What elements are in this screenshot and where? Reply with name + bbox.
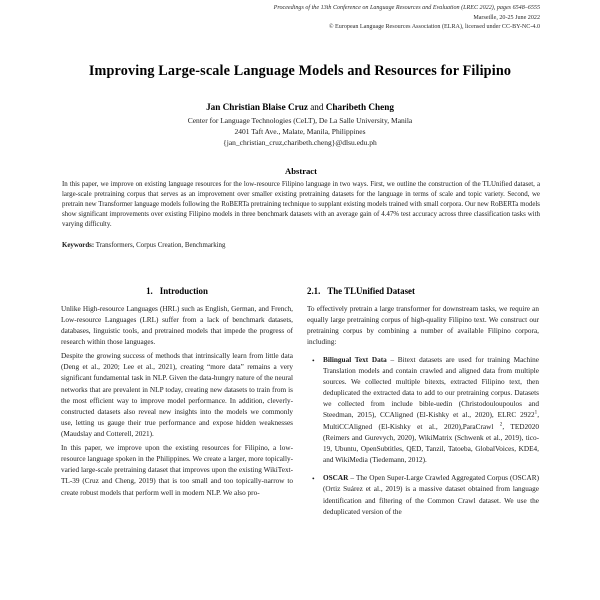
affiliation-line-1: Center for Language Technologies (CeLT), De La Salle University, Manila (187, 116, 413, 125)
page-title: Improving Large-scale Language Models and Resources for Filipino (88, 63, 512, 79)
section-heading-tlunified-dataset (307, 286, 539, 296)
bullet-dash: – (348, 474, 356, 483)
left-column (61, 286, 293, 600)
author-name-second: Charibeth Cheng (325, 102, 394, 112)
bullet-text: The Open Super-Large Crawled Aggregated Corpus (OSCAR) (Ortiz Suárez et al., 2019) is a massive dataset obtained from language identification and filtering of the Common Crawl dataset. We use the deduplicated version of the (323, 474, 539, 516)
paragraph: In this paper, we improve upon the existing resources for Filipino, a low-resource language spoken in the Philippines. We create a larger, more topically-varied large-scale pretraining dataset that improves upon the existing WikiText-TL-39 (Cruz and Cheng, 2019) that is too small and too topically-narrow to create robust models that perform well in modern NLP. We also pro- (61, 443, 293, 497)
bullet-text-after: , TED2020 (Reimers and Gurevych, 2020), WikiMatrix (Schwenk et al., 2019), tico-19, Ubuntu, OpenSubtitles, QED, Tanzil, Tatoeba, GlobalVoices, KDE4, and WikiMedia (Tiedemann, 2012). (323, 422, 539, 465)
paragraph: Unlike High-resource Languages (HRL) such as English, German, and French, Low-resource Languages (LRL) suffer from a lack of benchmark datasets, databases, linguistic tools, and pretrained models that impede the progress of research within those languages. (61, 305, 293, 347)
bullet-term: Bilingual Text Data (323, 355, 387, 364)
section-title: Introduction (159, 286, 208, 296)
keywords-line (62, 241, 540, 251)
subsection-title: The TLUnified Dataset (327, 286, 415, 296)
header-proceedings-italic: Proceedings of the 13th Conference on Language Resources and Evaluation (LREC 2022) (273, 5, 494, 11)
body-columns (61, 286, 540, 600)
footnote-marker[interactable]: 2 (499, 421, 503, 428)
bullet-term: OSCAR (323, 474, 349, 483)
author-affiliation (40, 115, 560, 149)
publication-header (120, 4, 540, 33)
author-email: {jan_christian_cruz,charibeth.cheng}@dlsu.edu.ph (223, 138, 377, 148)
bullet-text-mid: , MultiCCAligned (El-Kishky et al., 2020),ParaCrawl (323, 411, 539, 431)
abstract-heading: Abstract (285, 166, 317, 176)
paragraph: To effectively pretrain a large transformer for downstream tasks, we require an equally large pretraining corpus of high-quality Filipino text. We construct our pretraining corpus by combining a number of available Filipino corpora, including: (307, 305, 539, 347)
paragraph: Despite the growing success of methods that intrinsically learn from little data (Deng et al., 2020; Lee et al., 2021), creating “more data” remains a very significant fundamental task in NLP. Given the data-hungry nature of the neural networks that are prevalent in NLP today, creating new datasets to train from is the most efficient way to improve model performance. In addition, cleverly-constructed datasets also reveal new insights into the models we commonly use, letting us gauge their true performance and expose hidden weaknesses (Maudslay and Cotterell, 2021). (61, 352, 293, 439)
list-item (318, 473, 539, 518)
affiliation-line-2: 2401 Taft Ave., Malate, Manila, Philippines (234, 127, 366, 137)
list-item (318, 355, 539, 467)
right-column (307, 286, 539, 600)
section-heading-introduction (61, 286, 293, 296)
subsection-number: 2.1. (307, 286, 321, 296)
title-block (40, 62, 560, 149)
author-conjunction: and (307, 102, 326, 112)
author-name-first: Jan Christian Blaise Cruz (206, 102, 308, 112)
footnote-marker[interactable]: 1 (534, 410, 538, 416)
abstract-body: In this paper, we improve on existing language resources for the low-resource Filipino language in two ways. First, we outline the construction of the TLUnified dataset, a large-scale pretraining corpus that serves as an improvement over smaller existing pretraining datasets for the language in terms of scale and topic variety. Second, we pretrain new Transformer language models following the RoBERTa pretraining technique to supplant existing models trained with small corpora. Our new RoBERTa models show significant improvements over existing Filipino models in three benchmark datasets with an average gain of 4.47% test accuracy across three classification tasks with varying difficulty. (62, 181, 540, 229)
bullet-text: Bitext datasets are used for training Machine Translation models and contain crawled and aligned data from multiple sources. We collected multiple bitexts, extracted Filipino text, then deduplicated the extracted data to add to our pretraining corpus. Datasets we collected from include bible-uedin (Christodouloupoulos and Steedman, 2015), CCAligned (El-Kishky et al., 2020), ELRC 2922 (323, 355, 539, 420)
header-proceedings-pages: , pages 6548–6555 (493, 5, 540, 11)
keywords-value: Transformers, Corpus Creation, Benchmarking (94, 242, 226, 250)
header-copyright-license: © European Language Resources Association (ELRA), licensed under CC-BY-NC-4.0 (328, 24, 540, 31)
dataset-bullet-list (307, 355, 539, 518)
section-number: 1. (146, 286, 153, 296)
abstract-section (62, 166, 540, 251)
keywords-label: Keywords: (62, 242, 95, 250)
author-list (40, 101, 560, 113)
header-location-date: Marseille, 20-25 June 2022 (473, 14, 540, 21)
bullet-dash: – (386, 355, 398, 364)
header-proceedings-line (120, 4, 540, 14)
